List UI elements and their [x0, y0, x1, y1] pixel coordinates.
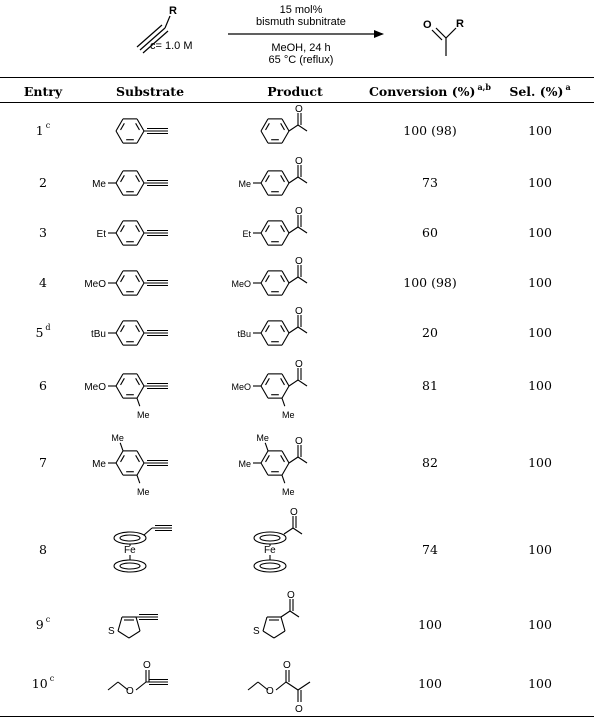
- iron-label: Fe: [124, 545, 136, 556]
- entry-value: 9: [35, 617, 44, 632]
- conversion-value: 100: [418, 676, 442, 691]
- sulfur-label: S: [108, 626, 115, 637]
- substituent-label: Et: [242, 229, 251, 239]
- conversion-value: 81: [422, 378, 438, 393]
- oxygen-label: O: [290, 507, 298, 518]
- selectivity-value: 100: [528, 225, 552, 240]
- substituent-label: Me: [92, 179, 106, 190]
- substrate-structure-row-5: [91, 321, 168, 345]
- entry-value: 3: [39, 225, 47, 240]
- selectivity-value: 100: [528, 325, 552, 340]
- substrate-structure-row-3: [97, 221, 168, 245]
- selectivity-value: 100: [528, 542, 552, 557]
- entry-footnote-mark: d: [45, 323, 51, 332]
- substrate-structure-row-6: [84, 374, 168, 420]
- substituent-label: Me: [92, 459, 106, 470]
- substrate-structure-row-1: [116, 119, 168, 143]
- oxygen-label: O: [126, 686, 134, 697]
- substrate-structure-row-2: [92, 171, 168, 195]
- product-structure-row-6: [231, 359, 307, 420]
- header-conversion: Conversion (%) $^{a,b}$: [368, 82, 491, 99]
- methyl-label: Me: [256, 432, 269, 443]
- oxygen-label: O: [295, 436, 303, 447]
- product-structure-row-9: [253, 590, 299, 638]
- oxygen-label: O: [295, 206, 303, 217]
- conversion-value: 100: [418, 617, 442, 632]
- entry-value: 5: [35, 325, 44, 340]
- oxygen-label: O: [287, 590, 295, 601]
- oxygen-label: O: [283, 660, 291, 671]
- oxygen-label: O: [295, 256, 303, 267]
- product-structure-row-4: [231, 256, 307, 295]
- condition-temperature: 65 °C (reflux): [268, 54, 334, 66]
- product-structure-row-5: [237, 306, 307, 345]
- concentration-label: c= 1.0 M: [150, 40, 193, 52]
- selectivity-value: 100: [528, 123, 552, 138]
- substrate-structure-row-8: [114, 526, 172, 573]
- substituent-label: MeO: [231, 279, 251, 289]
- condition-catalyst-name: bismuth subnitrate: [256, 16, 346, 28]
- selectivity-value: 100: [528, 275, 552, 290]
- product-structure-row-7: [238, 433, 307, 497]
- substituent-label: MeO: [231, 382, 251, 392]
- entry-value: 2: [39, 175, 47, 190]
- condition-solvent-time: MeOH, 24 h: [271, 42, 331, 54]
- substrate-structure-row-7: [92, 433, 168, 497]
- substituent-label: tBu: [90, 329, 106, 340]
- iron-label: Fe: [264, 545, 276, 556]
- conversion-value: 20: [422, 325, 438, 340]
- product-structure-row-8: [254, 507, 302, 572]
- entry-footnote-mark: c: [45, 121, 51, 130]
- substituent-label: Me: [238, 179, 251, 189]
- methyl-label: Me: [282, 487, 295, 498]
- substituent-label: Me: [238, 459, 251, 469]
- selectivity-value: 100: [528, 617, 552, 632]
- methyl-label: Me: [111, 432, 124, 443]
- product-r-label: R: [456, 18, 464, 30]
- methyl-label: Me: [137, 487, 150, 498]
- methyl-label: Me: [137, 410, 150, 421]
- oxygen-label: O: [295, 104, 303, 115]
- oxygen-label: O: [295, 156, 303, 167]
- conversion-value: 74: [422, 542, 438, 557]
- entry-value: 8: [39, 542, 47, 557]
- entry-value: 6: [39, 378, 47, 393]
- conversion-value: 100 (98): [403, 123, 457, 138]
- product-structure-row-10: [248, 660, 310, 715]
- oxygen-label: O: [295, 306, 303, 317]
- substituent-label: Et: [96, 229, 106, 240]
- entry-value: 7: [39, 455, 47, 470]
- substrate-r-label: R: [169, 5, 177, 17]
- selectivity-value: 100: [528, 175, 552, 190]
- product-o-label: O: [423, 19, 432, 31]
- oxygen-label: O: [266, 686, 274, 697]
- header-substrate: Substrate: [115, 84, 185, 99]
- substituent-label: MeO: [84, 279, 106, 290]
- oxygen-label: O: [143, 660, 151, 671]
- product-structure-row-3: [242, 206, 307, 245]
- conversion-value: 60: [422, 225, 438, 240]
- substituent-label: MeO: [84, 382, 106, 393]
- header-product: Product: [267, 84, 323, 99]
- header-entry: Entry: [23, 84, 63, 99]
- entry-value: 4: [39, 275, 47, 290]
- substituent-label: tBu: [237, 329, 251, 339]
- sulfur-label: S: [253, 626, 260, 637]
- methyl-label: Me: [282, 410, 295, 421]
- conversion-value: 82: [422, 455, 438, 470]
- substrate-structure-row-10: [108, 660, 168, 697]
- header-selectivity: Sel. (%) $^a$: [509, 82, 571, 99]
- product-structure-row-1: [261, 104, 307, 143]
- substrate-structure-row-9: [108, 615, 158, 639]
- oxygen-label: O: [295, 359, 303, 370]
- oxygen-label: O: [295, 704, 303, 715]
- entry-value: 10: [31, 676, 48, 691]
- conversion-value: 100 (98): [403, 275, 457, 290]
- selectivity-value: 100: [528, 378, 552, 393]
- selectivity-value: 100: [528, 455, 552, 470]
- conversion-value: 73: [422, 175, 438, 190]
- entry-footnote-mark: c: [49, 674, 55, 683]
- entry-footnote-mark: c: [45, 615, 51, 624]
- product-structure-row-2: [238, 156, 307, 195]
- condition-catalyst-loading: 15 mol%: [279, 4, 323, 16]
- substrate-structure-row-4: [84, 271, 168, 295]
- entry-value: 1: [35, 123, 44, 138]
- selectivity-value: 100: [528, 676, 552, 691]
